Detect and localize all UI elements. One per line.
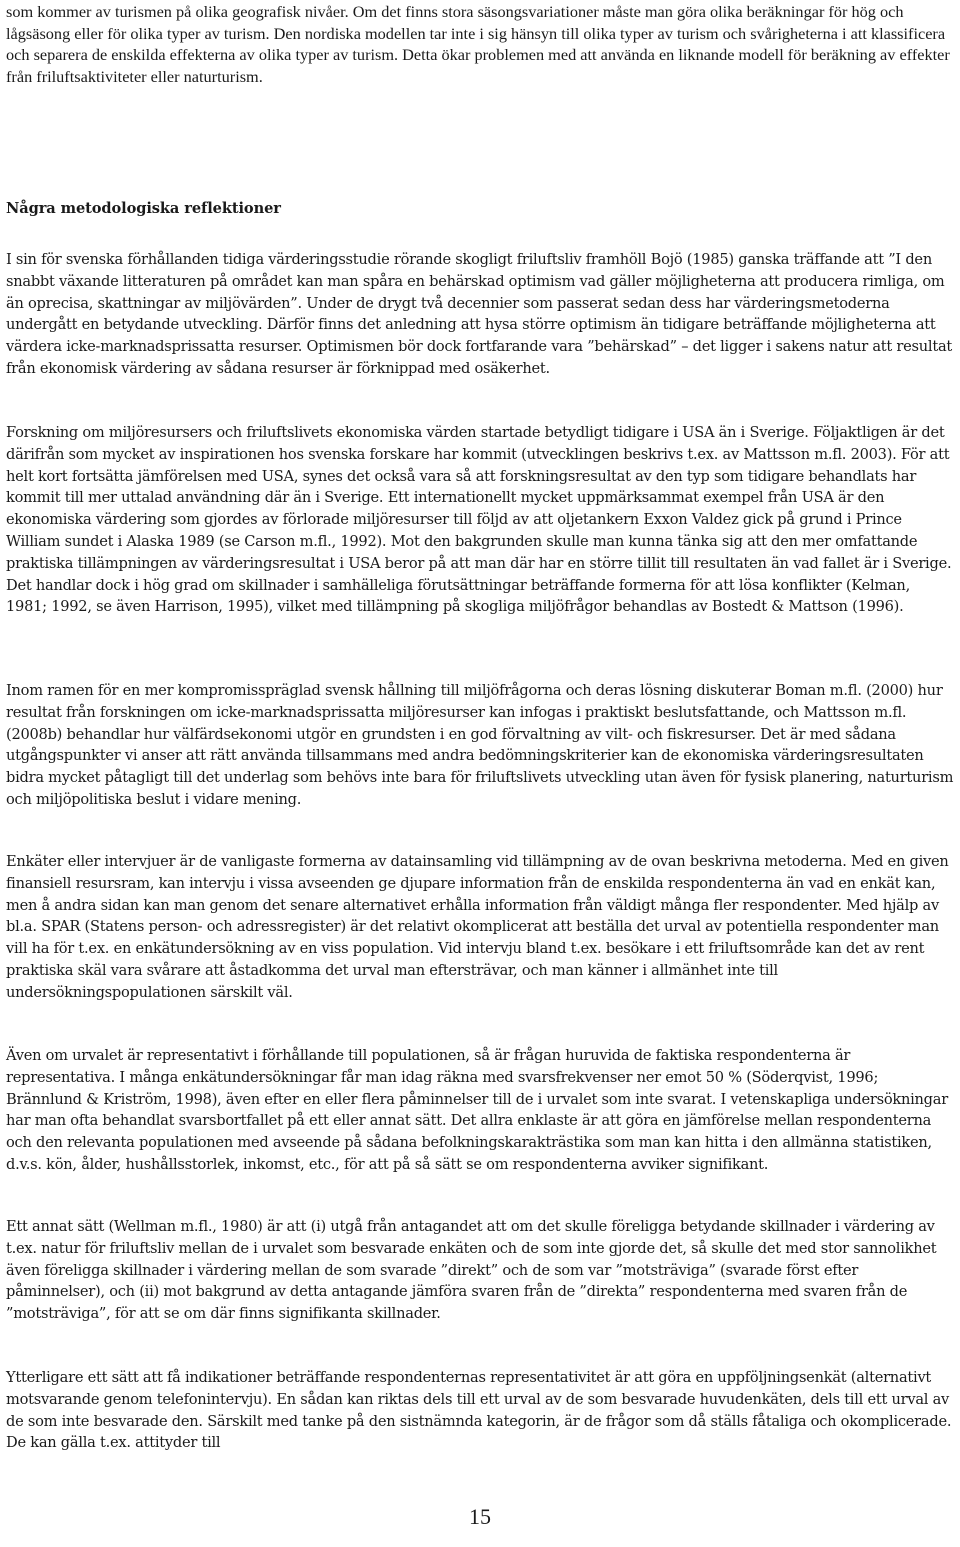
paragraph-5: Även om urvalet är representativt i förhållande till populationen, så är frågan huruvida de faktiska respondenterna är representativa. I många enkätundersökningar får man idag räkna med svarsfrekvenser ner emot 50 % (Söderqvist, 1996; Brännlund & Kriström, 1998), även efter en eller flera påminnelser till de i urvalet som inte svarat. I vetenskapliga undersökningar har man ofta behandlat svarsbortfallet på ett eller annat sätt. Det allra enklaste är att göra en jämförelse mellan respondenterna och den relevanta populationen med avseende på sådana befolkningskarakträstika som man kan hitta i den allmänna statistiken, d.v.s. kön, ålder, hushållsstorlek, inkomst, etc., för att på så sätt se om respondenterna avviker signifikant. [6,1047,948,1173]
intro-paragraph: som kommer av turismen på olika geografisk nivåer. Om det finns stora säsongsvariationer måste man göra olika beräkningar för hög och lågsäsong eller för olika typer av turism. Den nordiska modellen tar inte i sig hänsyn till olika typer av turism och svårigheterna i att klassificera och separera de enskilda effekterna av olika typer av turism. Detta ökar problemen med att använda en liknande modell för beräkning av effekter från friluftsaktiviteter eller naturturism. [6,2,950,86]
section-heading: Några metodologiska reflektioner [6,200,281,217]
paragraph-4: Enkäter eller intervjuer är de vanligaste formerna av datainsamling vid tillämpning av de ovan beskrivna metoderna. Med en given finansiell resursram, kan intervju i vissa avseenden ge djupare information från de enskilda respondenterna än vad en enkät kan, men å andra sidan kan man genom det senare alternativet erhålla information från väldigt många fler respondenter. Med hjälp av bl.a. SPAR (Statens person- och adressregister) är det relativt okomplicerat att beställa det urval av potentiella respondenter man vill ha för t.ex. en enkätundersökning av en viss population. Vid intervju bland t.ex. besökare i ett friluftsområde kan det av rent praktiska skäl vara svårare att åstadkomma det urval man eftersträvar, och man känner i allmänhet inte till undersökningspopulationen särskilt väl. [6,853,949,1001]
paragraph-3: Inom ramen för en mer kompromisspräglad svensk hållning till miljöfrågorna och deras lösning diskuterar Boman m.fl. (2000) hur resultat från forskningen om icke-marknadsprissatta miljöresurser kan infogas i praktiskt beslutsfattande, och Mattsson m.fl. (2008b) behandlar hur välfärdsekonomi utgör en grundsten i en god förvaltning av vilt- och fiskresurser. Det är med sådana utgångspunkter vi anser att rätt använda tillsammans med andra bedömningskriterier kan de ekonomiska värderingsresultaten bidra mycket påtagligt till det underlag som behövs inte bara för friluftslivets utveckling utan även för fysisk planering, naturturism och miljöpolitiska beslut i vidare mening. [6,682,954,808]
paragraph-6: Ett annat sätt (Wellman m.fl., 1980) är att (i) utgå från antagandet att om det skulle föreligga betydande skillnader i värdering av t.ex. natur för friluftsliv mellan de i urvalet som besvarade enkäten och de som inte gjorde det, så skulle det med stor sannolikhet även föreligga skillnader i värdering mellan de som svarade ”direkt” och de som var ”motsträviga” (svarade först efter påminnelser), och (ii) mot bakgrund av detta antagande jämföra svaren från de ”direkta” respondenterna med svaren från de ”motsträviga”, för att se om där finns signifikanta skillnader. [6,1218,937,1323]
document-page [6,0,954,1452]
paragraph-7: Ytterligare ett sätt att få indikationer beträffande respondenternas representativitet är att göra en uppföljningsenkät (alternativt motsvarande genom telefonintervju). En sådan kan riktas dels till ett urval av de som besvarade huvudenkäten, dels till ett urval av de som inte besvarade den. Särskilt med tanke på den sistnämnda kategorin, är de frågor som då ställs fåtaliga och okomplicerade. De kan gälla t.ex. attityder till [6,1369,952,1452]
paragraph-2: Forskning om miljöresursers och friluftslivets ekonomiska värden startade betydligt tidigare i USA än i Sverige. Följaktligen är det därifrån som mycket av inspirationen hos svenska forskare har kommit (utvecklingen beskrivs t.ex. av Mattsson m.fl. 2003). För att helt kort fortsätta jämförelsen med USA, synes det också vara så att forskningsresultat av den typ som tidigare behandlats har kommit till mer uttalad användning där än i Sverige. Ett internationellt mycket uppmärksammat exempel från USA är den ekonomiska värdering som gjordes av förlorade miljöresurser till följd av att oljetankern Exxon Valdez gick på grund i Prince William sundet i Alaska 1989 (se Carson m.fl., 1992). Mot den bakgrunden skulle man kunna tänka sig att den mer omfattande praktiska tillämpningen av värderingsresultat i USA beror på att man där har en större tillit till resultaten än vad fallet är i Sverige. Det handlar dock i hög grad om skillnader i samhälleliga förutsättningar beträffande formerna för att lösa konflikter (Kelman, 1981; 1992, se även Harrison, 1995), vilket med tillämpning på skogliga miljöfrågor behandlas av Bostedt & Mattson (1996). [6,424,952,616]
paragraph-1: I sin för svenska förhållanden tidiga värderingsstudie rörande skogligt friluftsliv framhöll Bojö (1985) ganska träffande att ”I den snabbt växande litteraturen på området kan man spåra en behärskad optimism vad gäller möjligheterna att producera rimliga, om än oprecisa, skattningar av miljövärden”. Under de drygt två decennier som passerat sedan dess har värderingsmetoderna undergått en betydande utveckling. Därför finns det anledning att hysa större optimism än tidigare beträffande möjligheterna att värdera icke-marknadsprissatta resurser. Optimismen bör dock fortfarande vara ”behärskad” – det ligger i sakens natur att resultat från ekonomisk värdering av sådana resurser är förknippad med osäkerhet. [6,251,953,377]
page-number: 15 [469,1504,491,1529]
